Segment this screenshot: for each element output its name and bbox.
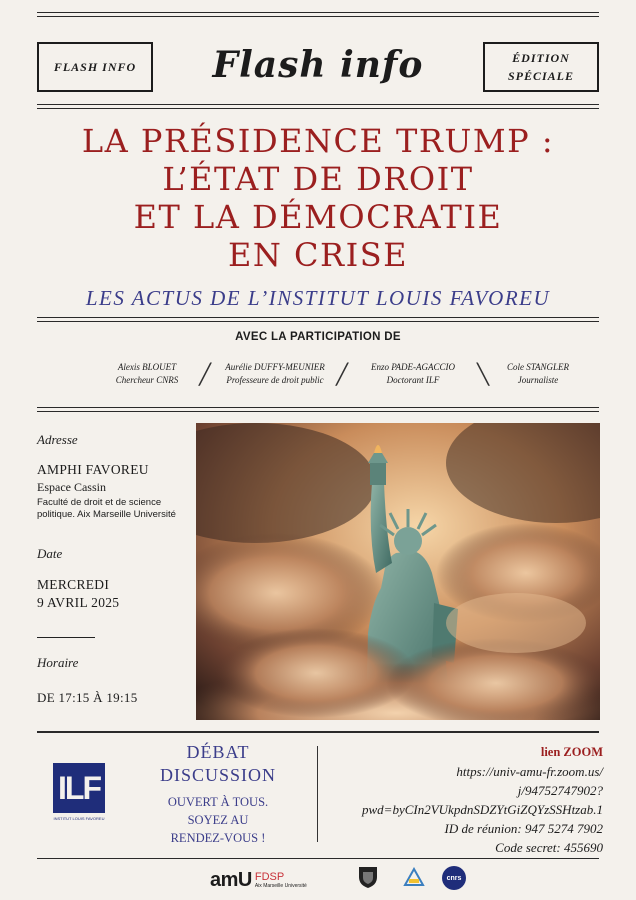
ilf-logo	[53, 763, 105, 833]
zoom-secret-code: Code secret: 455690	[495, 840, 603, 855]
subheadline: LES ACTUS DE L’INSTITUT LOUIS FAVOREU	[85, 286, 551, 310]
header-rule-2	[37, 108, 599, 109]
zoom-url-line-2[interactable]: j/94752747902?	[517, 783, 603, 798]
statue-of-liberty-image	[196, 423, 600, 720]
debate-line-3: OUVERT À TOUS.	[167, 795, 269, 809]
header-rule-1	[37, 104, 599, 105]
zoom-title: lien ZOOM	[540, 745, 603, 759]
participant-role: Doctorant ILF	[386, 375, 440, 385]
cnrs-logo	[442, 866, 466, 890]
zoom-meeting-id: ID de réunion: 947 5274 7902	[444, 821, 603, 836]
participation-title: AVEC LA PARTICIPATION DE	[235, 331, 401, 343]
schedule-value: DE 17:15 À 19:15	[37, 690, 138, 705]
divider-slash: ╱	[336, 364, 349, 386]
ilf-logo-letters: ILF	[53, 763, 105, 813]
sub-rule-2	[37, 321, 599, 322]
ilf-logo-caption: INSTITUT LOUIS FAVOREU	[53, 816, 105, 821]
edition-speciale-box	[483, 42, 599, 92]
footer-rule	[37, 858, 599, 859]
fdsp-logo-text: FDSP	[254, 871, 285, 883]
edition-label: ÉDITION	[512, 51, 570, 65]
participant-role: Professeure de droit public	[226, 375, 324, 385]
participant-2	[210, 361, 340, 387]
institute-logo	[403, 867, 425, 887]
participant-role: Journaliste	[517, 375, 559, 385]
participant-role: Chercheur CNRS	[115, 375, 179, 385]
venue-name: AMPHI FAVOREU	[37, 462, 149, 477]
date-label: Date	[37, 546, 63, 561]
debate-block	[160, 741, 276, 847]
participant-4	[488, 361, 588, 387]
cnrs-logo-text: cnrs	[446, 874, 462, 882]
participant-name: Cole STANGLER	[506, 362, 570, 372]
headline-line-4: EN CRISE	[227, 236, 409, 274]
participant-name: Alexis BLOUET	[117, 362, 177, 372]
main-headline	[37, 122, 599, 274]
zoom-url-line-3[interactable]: pwd=byCIn2VUkpdnSDZYtGiZQYzSSHtzab.1	[362, 802, 603, 817]
headline-line-2: L’ÉTAT DE DROIT	[162, 160, 474, 198]
schedule-label: Horaire	[37, 655, 79, 670]
address-label: Adresse	[37, 432, 78, 447]
headline-line-3: ET LA DÉMOCRATIE	[133, 198, 503, 236]
zoom-url-line-1[interactable]: https://univ-amu-fr.zoom.us/	[456, 764, 603, 779]
speciale-label: SPÉCIALE	[507, 69, 575, 83]
mid-rule-1	[37, 407, 599, 408]
top-rule-2	[37, 16, 599, 17]
participant-name: Aurélie DUFFY-MEUNIER	[225, 362, 325, 372]
mid-rule-2	[37, 411, 599, 412]
vertical-separator	[317, 746, 318, 842]
participant-3	[358, 361, 468, 387]
zoom-block	[343, 743, 603, 857]
amu-logo-text: amU	[210, 869, 252, 891]
participant-name: Enzo PADE-AGACCIO	[370, 362, 456, 372]
participant-1	[92, 361, 202, 387]
fdsp-logo-subtext: Aix Marseille Université	[254, 883, 307, 889]
sub-rule-1	[37, 317, 599, 318]
date-day: MERCREDI	[37, 577, 110, 592]
flash-info-label: FLASH INFO	[53, 60, 137, 74]
flash-info-box	[37, 42, 153, 92]
masthead-title: Flash info	[212, 44, 424, 86]
crest-logo	[357, 865, 379, 889]
debate-line-5: RENDEZ-VOUS !	[170, 831, 266, 845]
amu-fdsp-logo	[210, 866, 307, 890]
top-rule-1	[37, 12, 599, 13]
headline-line-1: LA PRÉSIDENCE TRUMP :	[81, 122, 555, 160]
divider-slash: ╱	[199, 364, 212, 386]
bottom-section-rule	[37, 731, 599, 733]
debate-line-2: DISCUSSION	[160, 765, 277, 785]
divider-slash: ╲	[477, 364, 490, 386]
venue-faculty: Faculté de droit et de science politique. Aix Marseille Université	[37, 497, 176, 520]
venue-room: Espace Cassin	[37, 480, 106, 494]
date-full: 9 AVRIL 2025	[37, 595, 120, 610]
date-divider	[37, 637, 95, 638]
debate-line-4: SOYEZ AU	[187, 813, 249, 827]
debate-line-1: DÉBAT	[186, 742, 250, 762]
